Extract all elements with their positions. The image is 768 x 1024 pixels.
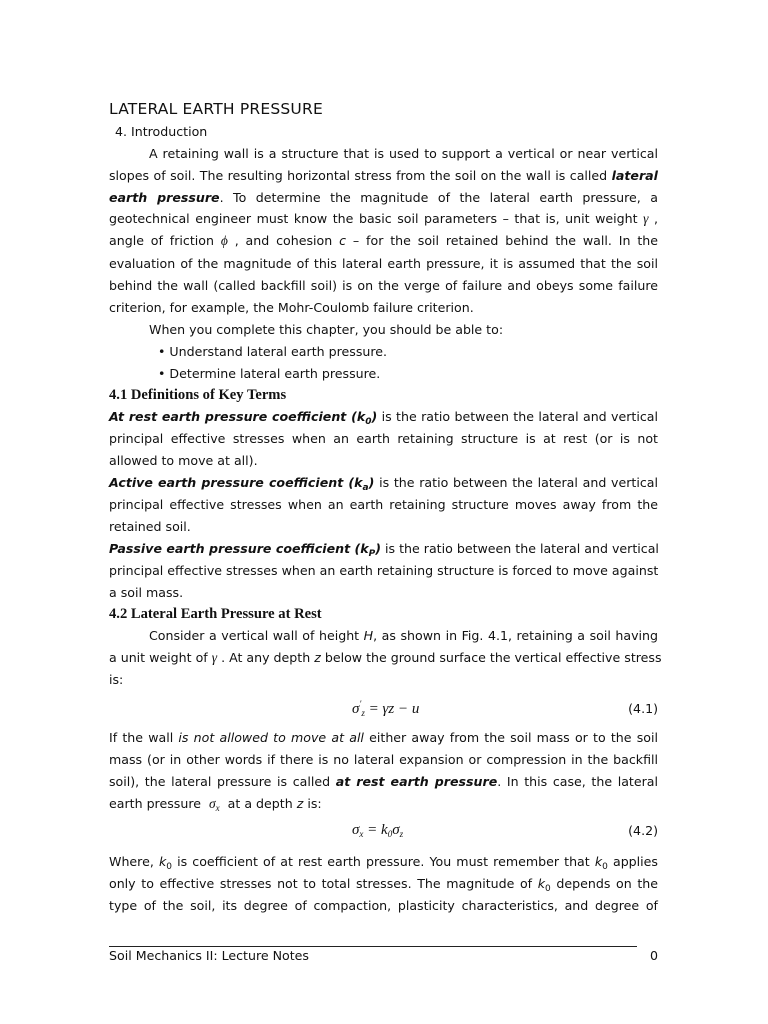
definition-active-line-2: principal effective stresses when an earth retaining structure moves away from the — [109, 497, 658, 512]
sec42-para3-line-3: type of the soil, its degree of compaction, plasticity characteristics, and degree of — [109, 898, 658, 913]
objectives-lead: When you complete this chapter, you should be able to: — [149, 322, 504, 337]
sec42-para1-line-1: Consider a vertical wall of height H, as shown in Fig. 4.1, retaining a soil having — [149, 628, 658, 643]
intro-line-2: slopes of soil. The resulting horizontal stress from the soil on the wall is called lateral — [109, 168, 658, 183]
section-heading-4-1: 4.1 Definitions of Key Terms — [109, 387, 287, 403]
definition-at-rest-line-3: allowed to move at all). — [109, 453, 258, 468]
sec42-para2-line-2: mass (or in other words if there is no lateral expansion or compression in the backfill — [109, 752, 658, 767]
footer-divider — [109, 946, 637, 947]
sec42-para2-line-3: soil), the lateral pressure is called at rest earth pressure. In this case, the lateral — [109, 774, 658, 789]
sec42-para1-line-2: a unit weight of γ . At any depth z below the ground surface the vertical effective stress — [109, 650, 662, 665]
page-number: 0 — [649, 948, 658, 963]
definition-at-rest-line-1: At rest earth pressure coefficient $(k_0)$ is the ratio between the lateral and vertical — [109, 409, 658, 427]
definition-passive-line-3: a soil mass. — [109, 585, 184, 600]
intro-line-6: evaluation of the magnitude of this lateral earth pressure, it is assumed that the soil — [109, 256, 658, 271]
sec42-para1-line-3: is: — [109, 672, 124, 687]
sec42-para2-line-1: If the wall is not allowed to move at all either away from the soil mass or to the soil — [109, 730, 658, 745]
intro-line-1: A retaining wall is a structure that is used to support a vertical or near vertical — [149, 146, 658, 161]
definition-at-rest-line-2: principal effective stresses when an earth retaining structure is at rest (or is not — [109, 431, 658, 446]
definition-passive-line-2: principal effective stresses when an earth retaining structure is forced to move against — [109, 563, 659, 578]
definition-active-line-3: retained soil. — [109, 519, 191, 534]
footer-title: Soil Mechanics II: Lecture Notes — [109, 948, 309, 963]
intro-line-8: criterion, for example, the Mohr-Coulomb failure criterion. — [109, 300, 474, 315]
intro-line-7: behind the wall (called backfill soil) is on the verge of failure and obeys some failure — [109, 278, 658, 293]
sec42-para3-line-2: only to effective stresses not to total stresses. The magnitude of $k_0$ depends on the — [109, 876, 658, 894]
intro-line-5: angle of friction ϕ , and cohesion c – for the soil retained behind the wall. In the — [109, 233, 658, 248]
intro-line-4: geotechnical engineer must know the basic soil parameters – that is, unit weight γ , — [109, 211, 658, 226]
sec42-para2-line-4: earth pressure $\sigma_x$ at a depth z is: — [109, 796, 322, 813]
definition-passive-line-1: Passive earth pressure coefficient $(k_P)$ is the ratio between the lateral and vertical — [109, 541, 659, 559]
equation-4-2: $\sigma_x = k_0\sigma_z$ — [352, 822, 404, 839]
sec42-para3-line-1: Where, $k_0$ is coefficient of at rest earth pressure. You must remember that $k_0$ applies — [109, 854, 658, 872]
section-heading-4-2: 4.2 Lateral Earth Pressure at Rest — [109, 606, 322, 622]
objective-item-2: • Determine lateral earth pressure. — [158, 366, 381, 381]
page-title: LATERAL EARTH PRESSURE — [109, 100, 323, 118]
objective-item-1: • Understand lateral earth pressure. — [158, 344, 388, 359]
intro-line-3: earth pressure. To determine the magnitude of the lateral earth pressure, a — [109, 190, 658, 205]
definition-active-line-1: Active earth pressure coefficient $(k_a)$ is the ratio between the lateral and vertical — [109, 475, 658, 493]
equation-number-4-1: (4.1) — [628, 701, 658, 716]
intro-heading: 4. Introduction — [115, 124, 208, 139]
equation-number-4-2: (4.2) — [628, 823, 658, 838]
equation-4-1: $\sigma'_z = \gamma z - u$ — [352, 699, 420, 718]
